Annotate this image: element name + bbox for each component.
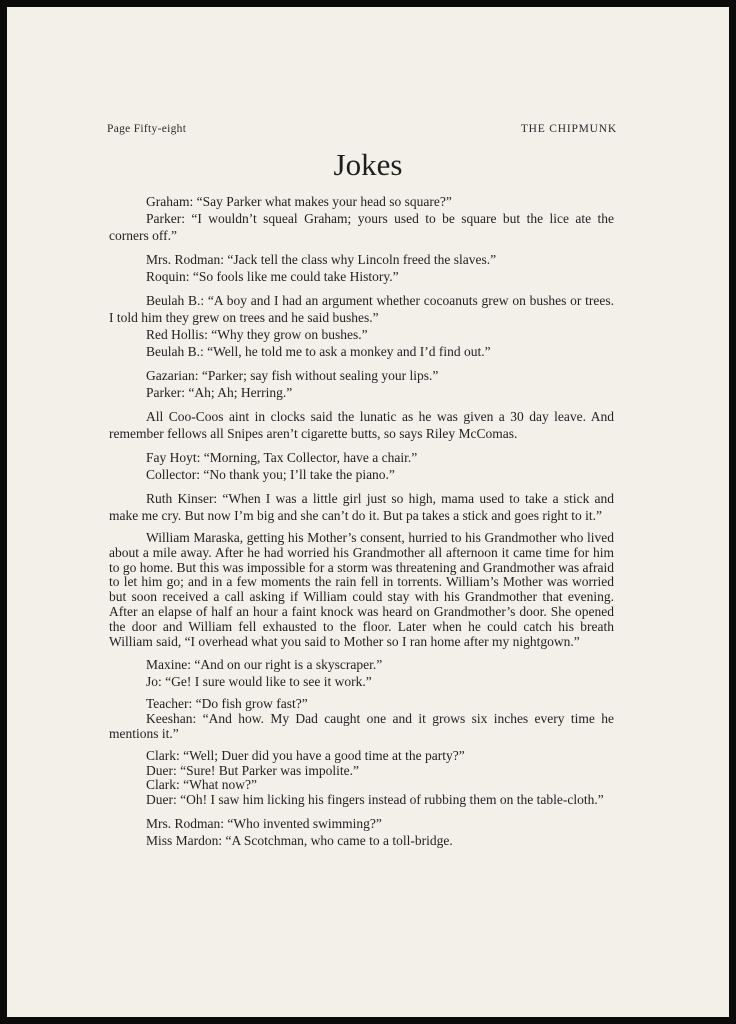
- joke-line: Graham: “Say Parker what makes your head so square?”: [146, 194, 452, 209]
- page: [7, 7, 729, 1017]
- joke-line: Maxine: “And on our right is a skyscraper.”: [146, 657, 383, 673]
- joke-6: [109, 449, 614, 483]
- joke-line: Keeshan: “And how. My Dad caught one and it grows six inches every time he mentions it.”: [109, 711, 614, 741]
- joke-line: All Coo-Coos aint in clocks said the lunatic as he was given a 30 day leave. And remember fellows all Snipes aren’t cigarette butts, so says Riley McComas.: [109, 409, 614, 441]
- joke-line: Mrs. Rodman: “Jack tell the class why Lincoln freed the slaves.”: [146, 252, 497, 267]
- joke-line: Mrs. Rodman: “Who invented swimming?”: [146, 815, 382, 831]
- joke-line: Teacher: “Do fish grow fast?”: [146, 696, 308, 712]
- joke-line: Miss Mardon: “A Scotchman, who came to a toll-bridge.: [146, 832, 453, 848]
- joke-line: Jo: “Ge! I sure would like to see it work.”: [146, 674, 372, 690]
- joke-line: Clark: “Well; Duer did you have a good time at the party?”: [146, 747, 465, 763]
- joke-line: Red Hollis: “Why they grow on bushes.”: [146, 327, 368, 342]
- page-title: Jokes: [333, 147, 403, 182]
- joke-line: Fay Hoyt: “Morning, Tax Collector, have a chair.”: [146, 450, 418, 465]
- joke-line: William Maraska, getting his Mother’s consent, hurried to his Grandmother who lived about a mile away. After he had worried his Grandmother all afternoon it came time for him to go home. But this was impossible for a storm was threatening and Grandmother was afraid to let him go; and in a few moments the rain fell in torrents. William’s Mother was worried but soon received a call asking if William could stay with his Grandmother that evening. After an elapse of half an hour a faint knock was heard on Grandmother’s door. She opened the door and William fell exhausted to the floor. Later when he could catch his breath William said, “I overhead what you said to Mother so I ran home after my nightgown.”: [109, 530, 614, 649]
- joke-1: [109, 193, 614, 244]
- joke-line: Duer: “Sure! But Parker was impolite.”: [146, 762, 359, 778]
- joke-10: [109, 697, 614, 741]
- joke-line: Parker: “I wouldn’t squeal Graham; yours used to be square but the lice ate the corners off.”: [109, 211, 614, 243]
- joke-12: [109, 815, 614, 849]
- joke-2: [109, 251, 614, 285]
- joke-9: [109, 656, 614, 690]
- joke-line: Clark: “What now?”: [146, 777, 257, 793]
- page-number-label: Page Fifty-eight: [107, 123, 187, 135]
- joke-7: [109, 490, 614, 524]
- joke-11: [109, 749, 614, 808]
- joke-3: [109, 292, 614, 360]
- joke-8: [109, 531, 614, 649]
- jokes-list: [109, 193, 614, 856]
- joke-line: Ruth Kinser: “When I was a little girl just so high, mama used to take a stick and make me cry. But now I’m big and she can’t do it. But pa takes a stick and goes right to it.”: [109, 491, 614, 523]
- joke-line: Gazarian: “Parker; say fish without sealing your lips.”: [146, 368, 439, 383]
- joke-line: Roquin: “So fools like me could take History.”: [146, 269, 399, 284]
- joke-line: Parker: “Ah; Ah; Herring.”: [146, 385, 293, 400]
- joke-line: Beulah B.: “Well, he told me to ask a monkey and I’d find out.”: [146, 344, 491, 359]
- joke-line: Duer: “Oh! I saw him licking his fingers instead of rubbing them on the table-cloth.”: [146, 792, 604, 808]
- joke-line: Collector: “No thank you; I’ll take the piano.”: [146, 467, 395, 482]
- joke-line: Beulah B.: “A boy and I had an argument whether cocoanuts grew on bushes or trees. I told him they grew on trees and he said bushes.”: [109, 293, 614, 325]
- joke-4: [109, 367, 614, 401]
- joke-5: [109, 408, 614, 442]
- publication-title: THE CHIPMUNK: [520, 123, 617, 135]
